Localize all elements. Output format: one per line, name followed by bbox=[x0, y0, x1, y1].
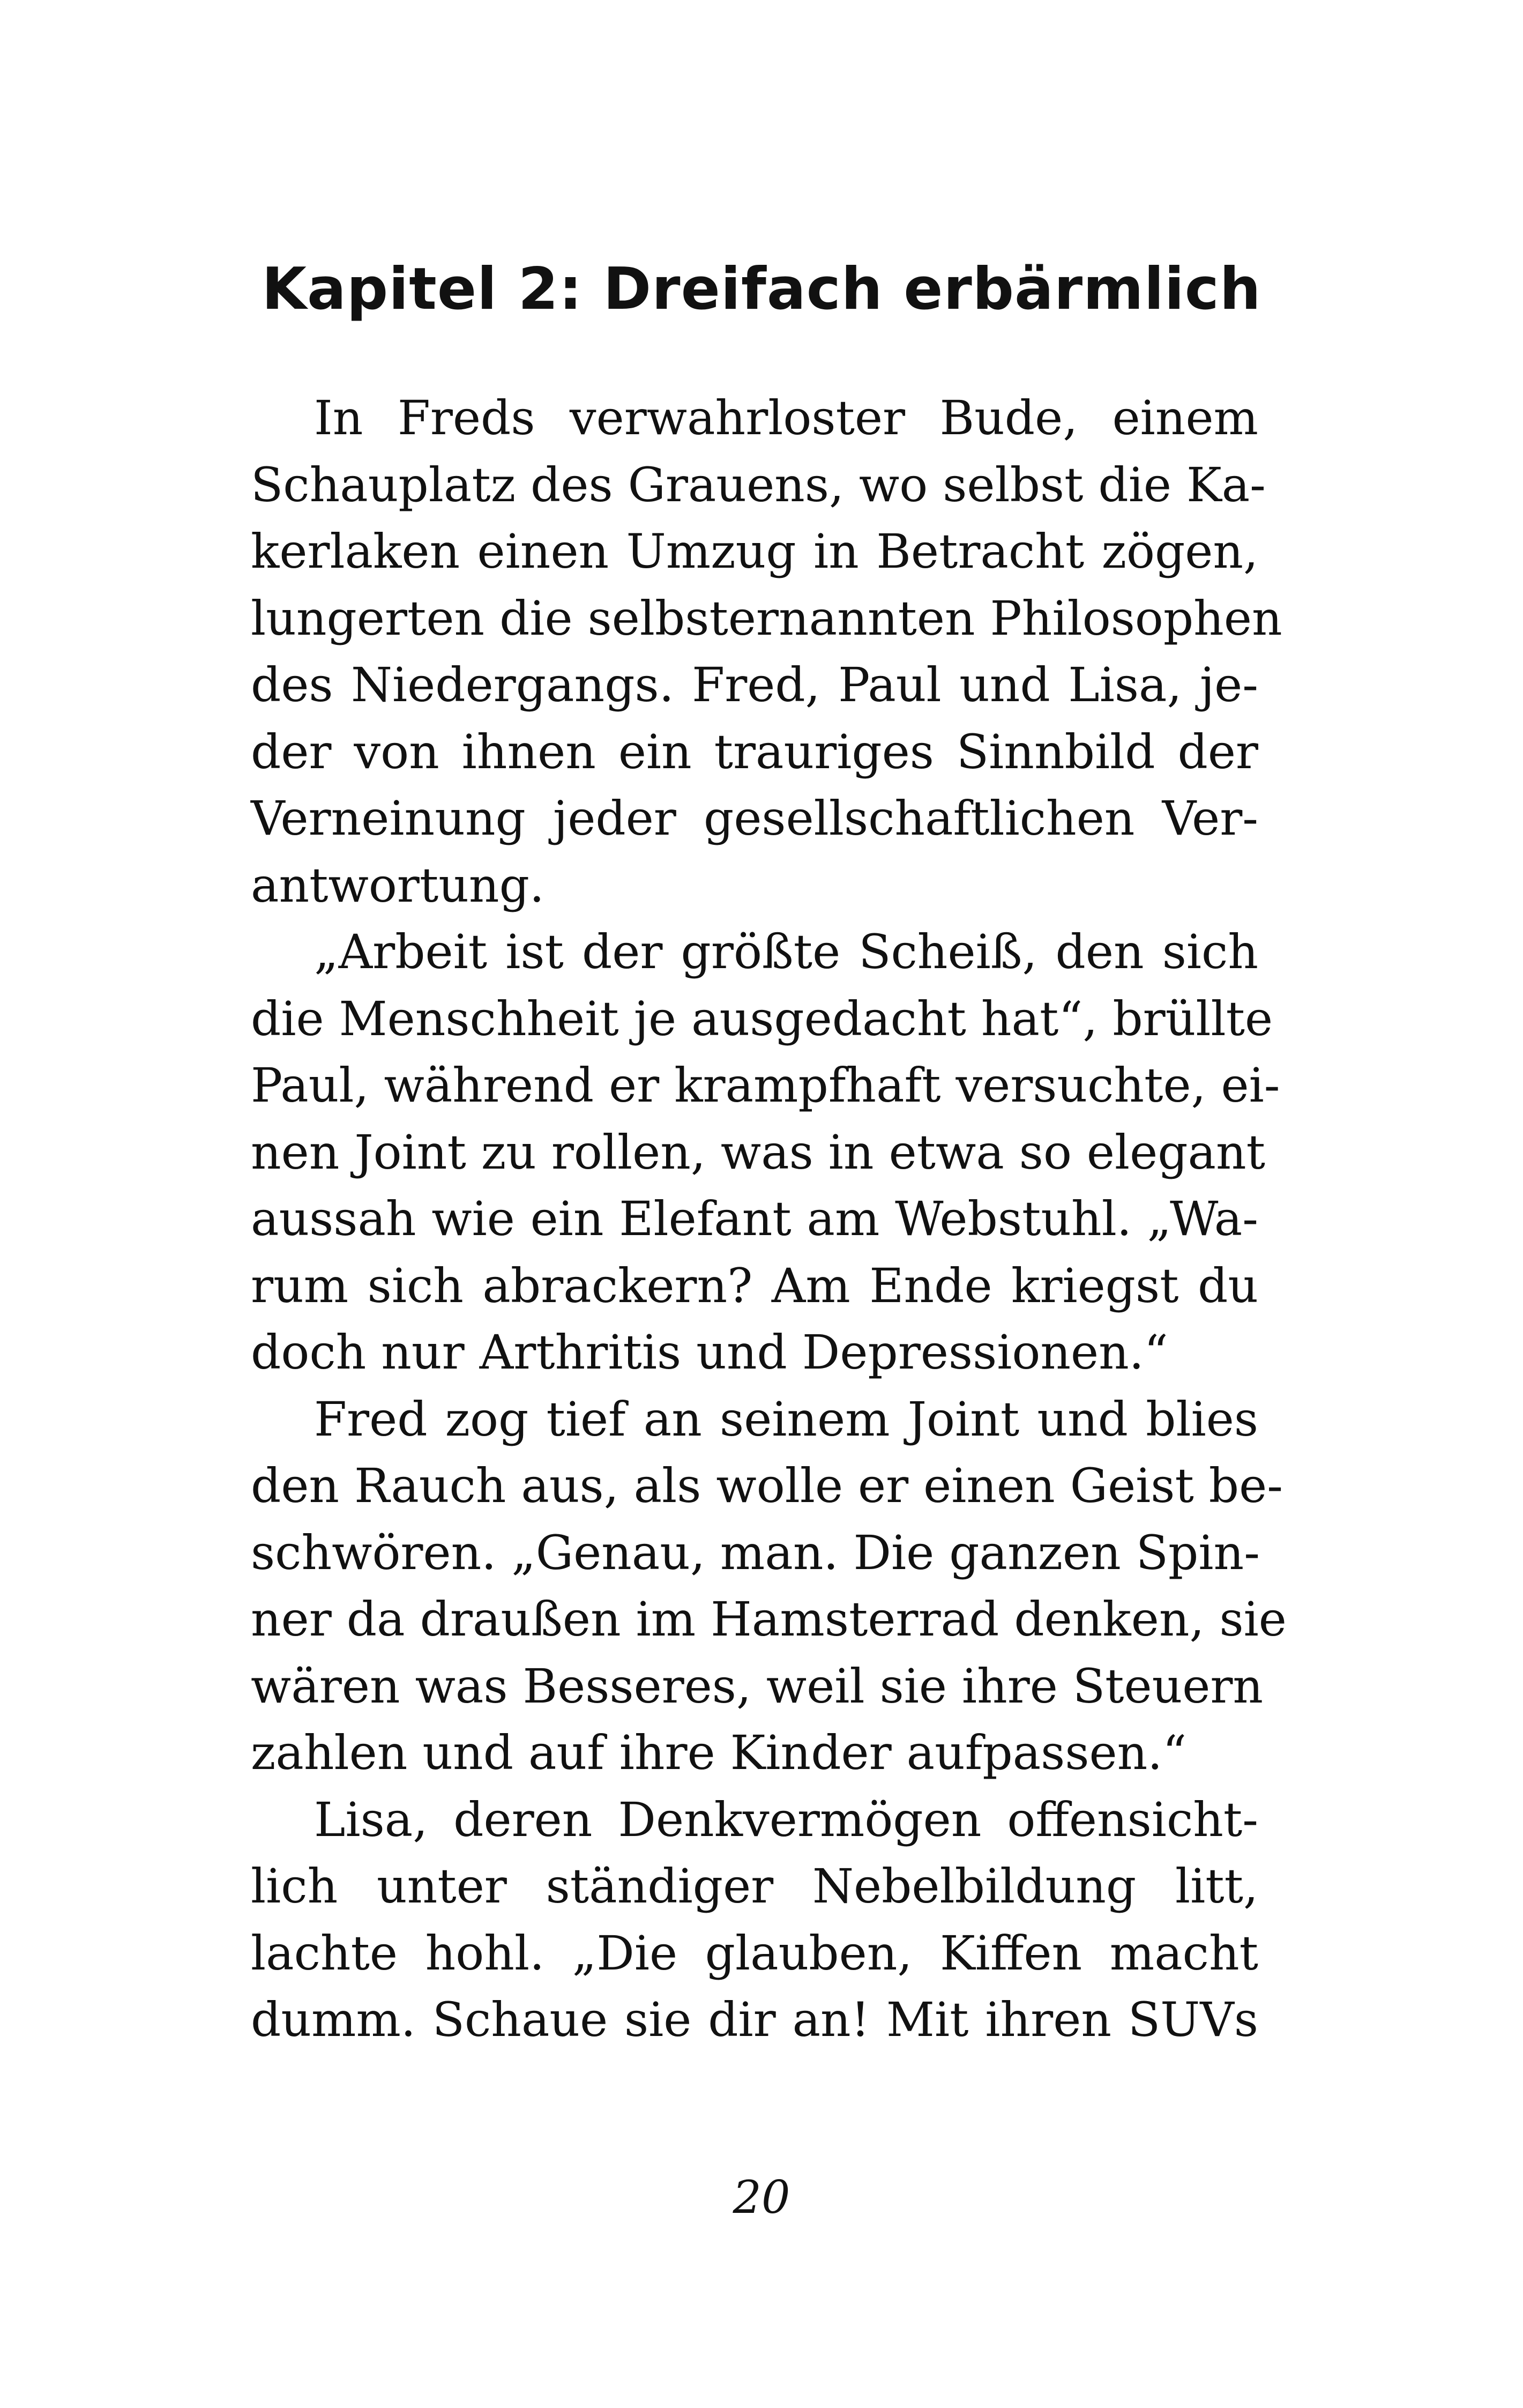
text-line: lich unter ständiger Nebelbildung litt, bbox=[251, 1859, 1258, 1914]
text-line: aussah wie ein Elefant am Webstuhl. „Wa- bbox=[251, 1191, 1258, 1246]
text-line: wären was Besseres, weil sie ihre Steuern bbox=[251, 1658, 1264, 1714]
text-line: die Menschheit je ausgedacht hat“, brüllte bbox=[251, 991, 1273, 1046]
text-line: schwören. „Genau, man. Die ganzen Spin- bbox=[251, 1525, 1260, 1580]
text-line: kerlaken einen Umzug in Betracht zögen, bbox=[251, 524, 1258, 579]
text-line: antwortung. bbox=[251, 857, 544, 913]
text-line: lungerten die selbsternannten Philosophen bbox=[251, 590, 1282, 646]
text-line: Fred zog tief an seinem Joint und blies bbox=[314, 1391, 1258, 1447]
text-line: Paul, während er krampfhaft versuchte, ei- bbox=[251, 1058, 1280, 1113]
text-line: der von ihnen ein trauriges Sinnbild der bbox=[251, 724, 1258, 779]
text-line: rum sich abrackern? Am Ende kriegst du bbox=[251, 1258, 1258, 1313]
page-number: 20 bbox=[733, 2171, 790, 2224]
text-line: Verneinung jeder gesellschaftlichen Ver- bbox=[251, 791, 1258, 846]
text-line: dumm. Schaue sie dir an! Mit ihren SUVs bbox=[251, 1992, 1258, 2047]
text-line: „Arbeit ist der größte Scheiß, den sich bbox=[314, 924, 1258, 979]
text-line: zahlen und auf ihre Kinder aufpassen.“ bbox=[251, 1725, 1187, 1780]
chapter-title: Kapitel 2: Dreifach erbärmlich bbox=[262, 256, 1261, 323]
text-line: ner da draußen im Hamsterrad denken, sie bbox=[251, 1592, 1287, 1647]
text-line: doch nur Arthritis und Depressionen.“ bbox=[251, 1325, 1168, 1380]
text-line: Lisa, deren Denkvermögen offensicht- bbox=[314, 1792, 1258, 1847]
body-text bbox=[251, 385, 1287, 2054]
text-line: Schauplatz des Grauens, wo selbst die Ka- bbox=[251, 457, 1266, 512]
text-line: den Rauch aus, als wolle er einen Geist be- bbox=[251, 1458, 1283, 1513]
text-line: lachte hohl. „Die glauben, Kiffen macht bbox=[251, 1925, 1258, 1981]
text-line: In Freds verwahrloster Bude, einem bbox=[314, 390, 1258, 445]
text-line: des Niedergangs. Fred, Paul und Lisa, je- bbox=[251, 657, 1258, 712]
text-line: nen Joint zu rollen, was in etwa so elegant bbox=[251, 1124, 1266, 1180]
